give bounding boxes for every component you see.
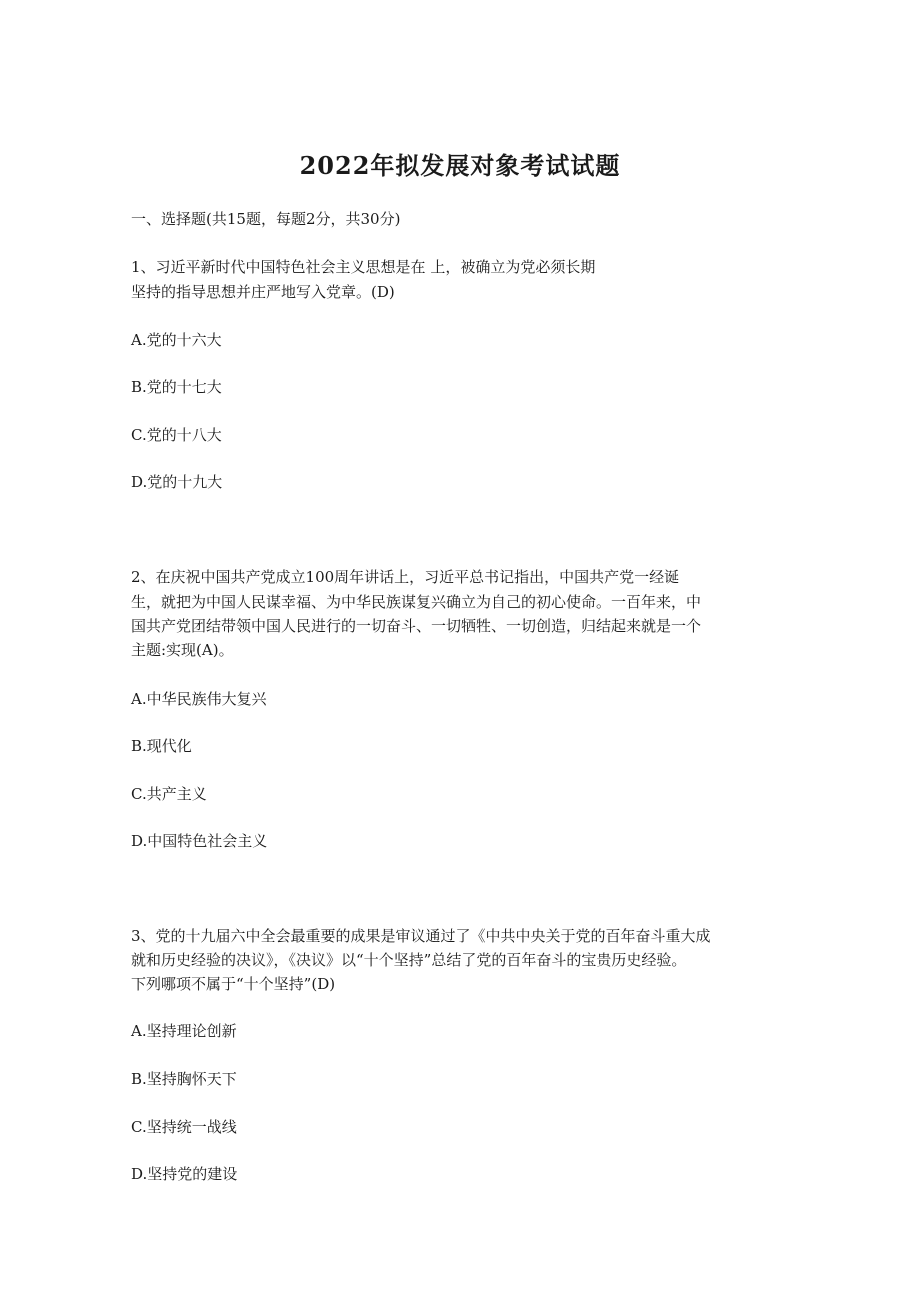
- section-header: 一、选择题(共15题，每题2分，共30分): [131, 210, 401, 228]
- question-3-option-c: C.坚持统一战线: [131, 1118, 237, 1136]
- question-2-line-2: 生，就把为中国人民谋幸福、为中华民族谋复兴确立为自己的初心使命。一百年来，中: [131, 593, 702, 611]
- question-1-line-1: 1、习近平新时代中国特色社会主义思想是在 上，被确立为党必须长期: [131, 258, 596, 276]
- question-2-option-a: A.中华民族伟大复兴: [131, 690, 267, 708]
- question-2-line-4: 主题:实现(A)。: [131, 641, 234, 659]
- question-2-line-1: 2、在庆祝中国共产党成立100周年讲话上，习近平总书记指出，中国共产党一经诞: [131, 568, 680, 586]
- question-2-line-3: 国共产党团结带领中国人民进行的一切奋斗、一切牺牲、一切创造，归结起来就是一个: [131, 617, 702, 635]
- question-1-line-2: 坚持的指导思想并庄严地写入党章。(D): [131, 283, 395, 301]
- question-3-option-a: A.坚持理论创新: [131, 1022, 237, 1040]
- question-2-option-c: C.共产主义: [131, 785, 207, 803]
- question-3-option-d: D.坚持党的建设: [131, 1165, 238, 1183]
- question-3-line-3: 下列哪项不属于“十个坚持”(D): [131, 975, 336, 993]
- question-2-option-b: B.现代化: [131, 737, 192, 755]
- question-3-line-2: 就和历史经验的决议》，《决议》以“十个坚持”总结了党的百年奋斗的宝贵历史经验。: [131, 951, 687, 969]
- question-1-option-b: B.党的十七大: [131, 378, 222, 396]
- page-title: 2022年拟发展对象考试试题: [299, 151, 621, 180]
- question-1-option-c: C.党的十八大: [131, 426, 222, 444]
- question-3-line-1: 3、党的十九届六中全会最重要的成果是审议通过了《中共中央关于党的百年奋斗重大成: [131, 927, 711, 945]
- question-2-option-d: D.中国特色社会主义: [131, 832, 268, 850]
- question-3-option-b: B.坚持胸怀天下: [131, 1070, 237, 1088]
- question-1-option-a: A.党的十六大: [131, 331, 222, 349]
- question-1-option-d: D.党的十九大: [131, 473, 223, 491]
